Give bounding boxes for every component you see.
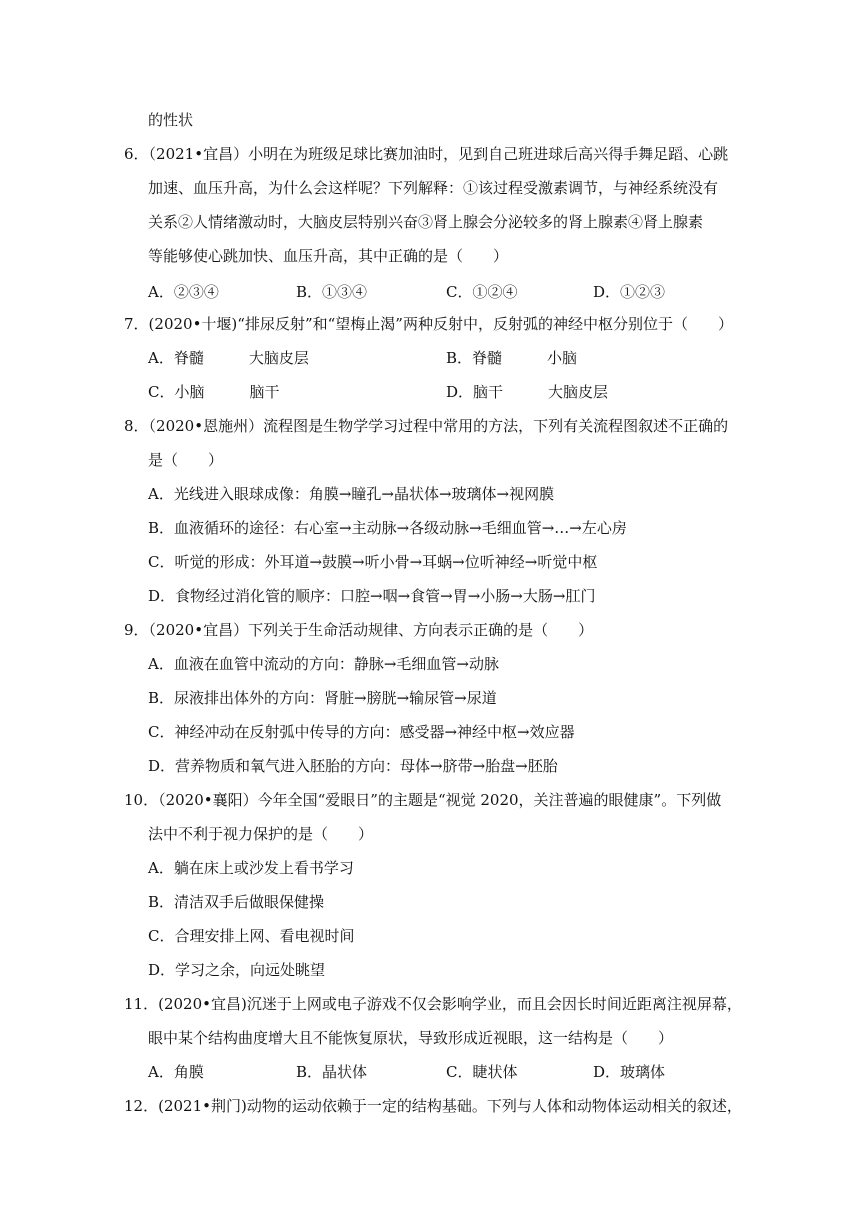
q10-option-d: D．学习之余，向远处眺望 — [148, 961, 326, 979]
q6-line4: 等能够使心跳加快、血压升高，其中正确的是（ ） — [148, 247, 509, 265]
q10-option-c: C．合理安排上网、看电视时间 — [148, 927, 355, 945]
q12-line1: 12．(2021•荆门)动物的运动依赖于一定的结构基础。下列与人体和动物体运动相关的叙述， — [124, 1097, 742, 1115]
q10-option-b: B．清洁双手后做眼保健操 — [148, 893, 325, 911]
q10-line1: 10．（2020•襄阳）今年全国“爱眼日”的主题是“视觉 2020，关注普遍的眼健康”。下列做 — [124, 791, 722, 809]
fragment-text: 的性状 — [148, 111, 194, 129]
q11-option-b: B．晶状体 — [296, 1063, 368, 1081]
q7-option-b: B．脊髓 小脑 — [446, 349, 578, 367]
q8-line1: 8．（2020•恩施州）流程图是生物学学习过程中常用的方法，下列有关流程图叙述不正确的 — [124, 417, 729, 435]
q10-option-a: A．躺在床上或沙发上看书学习 — [148, 859, 354, 877]
q11-option-c: C．睫状体 — [446, 1063, 518, 1081]
q8-option-b: B．血液循环的途径：右心室→主动脉→各级动脉→毛细血管→…→左心房 — [148, 519, 627, 537]
q9-option-a: A．血液在血管中流动的方向：静脉→毛细血管→动脉 — [148, 655, 499, 673]
q8-line2: 是（ ） — [148, 451, 224, 469]
q8-option-a: A．光线进入眼球成像：角膜→瞳孔→晶状体→玻璃体→视网膜 — [148, 485, 555, 503]
q7-line1: 7．(2020•十堰)“排尿反射”和“望梅止渴”两种反射中，反射弧的神经中枢分别位于（ ） — [124, 315, 733, 333]
q9-option-d: D．营养物质和氧气进入胚胎的方向：母体→脐带→胎盘→胚胎 — [148, 757, 558, 775]
q9-line1: 9．（2020•宜昌）下列关于生命活动规律、方向表示正确的是（ ） — [124, 621, 594, 639]
q6-line2: 加速、血压升高，为什么会这样呢？下列解释：①该过程受激素调节，与神经系统没有 — [148, 179, 719, 197]
q7-option-d: D．脑干 大脑皮层 — [446, 383, 609, 401]
q8-option-c: C．听觉的形成：外耳道→鼓膜→听小骨→耳蜗→位听神经→听觉中枢 — [148, 553, 598, 571]
q6-line3: 关系②人情绪激动时，大脑皮层特别兴奋③肾上腺会分泌较多的肾上腺素④肾上腺素 — [148, 213, 704, 231]
q6-option-a: A．②③④ — [148, 283, 219, 301]
q6-option-d: D．①②③ — [593, 283, 666, 301]
q6-option-b: B．①③④ — [296, 283, 368, 301]
q7-option-c: C．小脑 脑干 — [148, 383, 280, 401]
q6-option-c: C．①②④ — [446, 283, 518, 301]
q11-line2: 眼中某个结构曲度增大且不能恢复原状，导致形成近视眼，这一结构是（ ） — [148, 1029, 674, 1047]
q9-option-c: C．神经冲动在反射弧中传导的方向：感受器→神经中枢→效应器 — [148, 723, 575, 741]
q6-line1: 6．（2021•宜昌）小明在为班级足球比赛加油时，见到自己班进球后高兴得手舞足蹈、心跳 — [124, 145, 729, 163]
q9-option-b: B．尿液排出体外的方向：肾脏→膀胱→输尿管→尿道 — [148, 689, 497, 707]
q11-option-d: D．玻璃体 — [593, 1063, 666, 1081]
q11-option-a: A．角膜 — [148, 1063, 204, 1081]
q10-line2: 法中不利于视力保护的是（ ） — [148, 825, 374, 843]
q7-option-a: A．脊髓 大脑皮层 — [148, 349, 309, 367]
q8-option-d: D．食物经过消化管的顺序：口腔→咽→食管→胃→小肠→大肠→肛门 — [148, 587, 596, 605]
q11-line1: 11．(2020•宜昌)沉迷于上网或电子游戏不仅会影响学业，而且会因长时间近距离注视屏幕， — [124, 995, 742, 1013]
